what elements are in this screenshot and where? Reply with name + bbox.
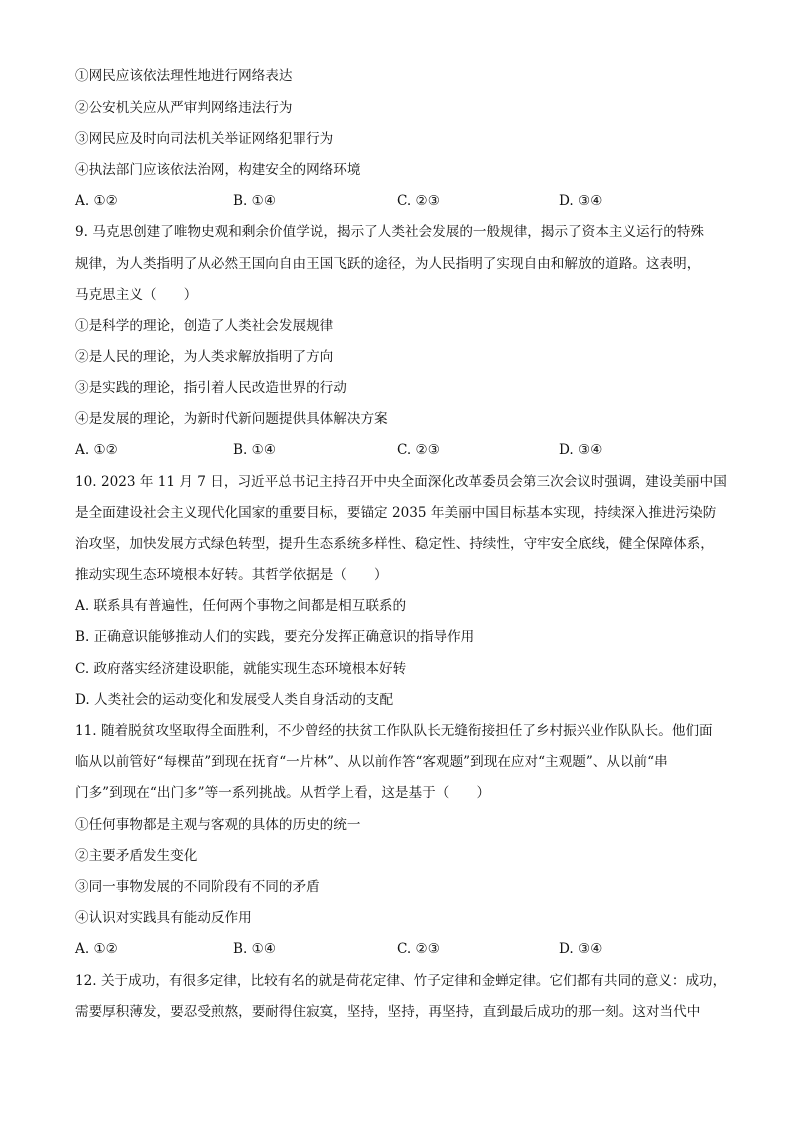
q8-option-b: B. ①④ [233,193,277,209]
q10-stem-line-1: 10. 2023 年 11 月 7 日，习近平总书记主持召开中央全面深化改革委员会第三次会议时强调，建设美丽中国 [75,474,727,490]
q11-item-2: ②主要矛盾发生变化 [75,848,198,864]
q9-stem-line-3: 马克思主义（ ） [75,287,198,303]
q8-option-d: D. ③④ [559,193,603,209]
q9-option-d: D. ③④ [559,442,603,458]
q8-item-4: ④执法部门应该依法治网，构建安全的网络环境 [75,162,361,178]
q11-option-d: D. ③④ [559,941,603,957]
q11-stem-line-2: 临从以前管好“每棵苗”到现在抚育“一片林”、从以前作答“客观题”到现在应对“主观题”、从以前“串 [75,754,668,770]
q9-item-3: ③是实践的理论，指引着人民改造世界的行动 [75,380,347,396]
q11-option-a: A. ①② [75,941,118,957]
q8-item-2: ②公安机关应从严审判网络违法行为 [75,100,293,116]
q10-stem-line-4: 推动实现生态环境根本好转。其哲学依据是（ ） [75,567,388,583]
q11-stem-line-3: 门多”到现在“出门多”等一系列挑战。从哲学上看，这是基于（ ） [75,785,491,801]
q9-option-c: C. ②③ [397,442,440,458]
q9-option-b: B. ①④ [233,442,277,458]
q12-stem-line-1: 12. 关于成功，有很多定律，比较有名的就是荷花定律、竹子定律和金蝉定律。它们都有共同的意义：成功， [75,973,727,989]
q11-item-1: ①任何事物都是主观与客观的具体的历史的统一 [75,817,361,833]
q10-choice-b: B. 正确意识能够推动人们的实践，要充分发挥正确意识的指导作用 [75,629,475,645]
q8-item-3: ③网民应及时向司法机关举证网络犯罪行为 [75,131,334,147]
q10-choice-c: C. 政府落实经济建设职能，就能实现生态环境根本好转 [75,661,407,677]
q10-choice-d: D. 人类社会的运动变化和发展受人类自身活动的支配 [75,692,394,708]
q9-option-a: A. ①② [75,442,118,458]
q11-option-c: C. ②③ [397,941,440,957]
q9-item-4: ④是发展的理论，为新时代新问题提供具体解决方案 [75,411,388,427]
q8-item-1: ①网民应该依法理性地进行网络表达 [75,68,293,84]
q8-option-a: A. ①② [75,193,118,209]
q11-item-4: ④认识对实践具有能动反作用 [75,910,252,926]
q9-stem-line-1: 9. 马克思创建了唯物史观和剩余价值学说，揭示了人类社会发展的一般规律，揭示了资本主义运行的特殊 [75,224,705,240]
q10-stem-line-3: 治攻坚，加快发展方式绿色转型，提升生态系统多样性、稳定性、持续性，守牢安全底线，健全保障体系， [75,536,714,552]
q8-option-c: C. ②③ [397,193,440,209]
q11-stem-line-1: 11. 随着脱贫攻坚取得全面胜利，不少曾经的扶贫工作队队长无缝衔接担任了乡村振兴业作队队长。他们面 [75,723,713,739]
q9-item-2: ②是人民的理论，为人类求解放指明了方向 [75,349,334,365]
q9-stem-line-2: 规律，为人类指明了从必然王国向自由王国飞跃的途径，为人民指明了实现自由和解放的道路。这表明， [75,256,701,272]
q10-choice-a: A. 联系具有普遍性，任何两个事物之间都是相互联系的 [75,598,407,614]
q11-option-b: B. ①④ [233,941,277,957]
q10-stem-line-2: 是全面建设社会主义现代化国家的重要目标，要锚定 2035 年美丽中国目标基本实现，持续深入推进污染防 [75,505,717,521]
q12-stem-line-2: 需要厚积薄发，要忍受煎熬，要耐得住寂寞，坚持，坚持，再坚持，直到最后成功的那一刻。这对当代中 [75,1004,701,1020]
q11-item-3: ③同一事物发展的不同阶段有不同的矛盾 [75,879,320,895]
q9-item-1: ①是科学的理论，创造了人类社会发展规律 [75,318,334,334]
